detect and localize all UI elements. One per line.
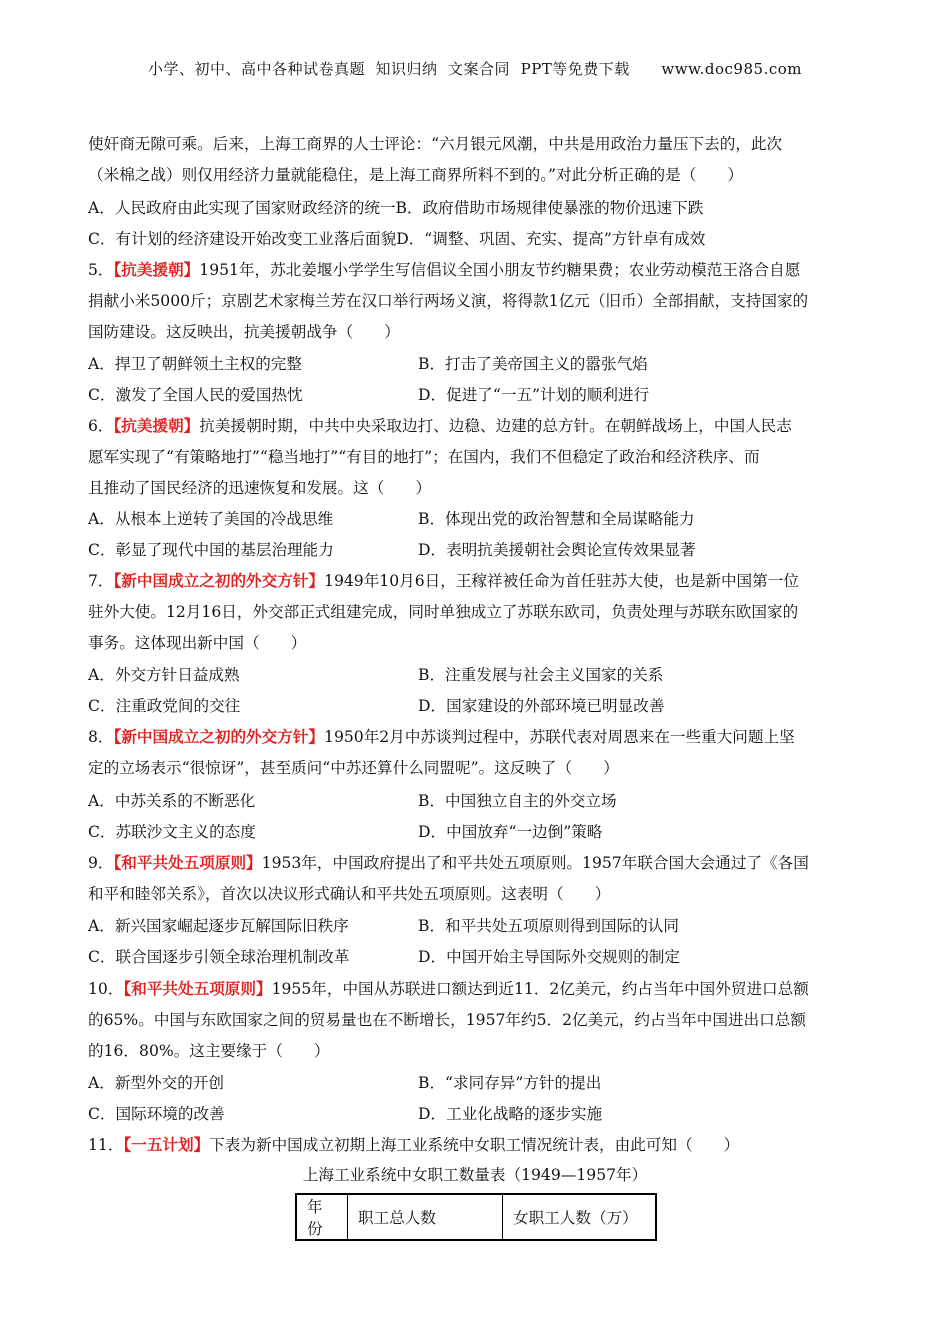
q11-topic-tag: 【一五计划】	[123, 1135, 210, 1154]
q5-option-b[interactable]: B．打击了美帝国主义的嚣张气焰	[418, 355, 648, 373]
q5-text-1: 1951年，苏北姜堰小学学生写信倡议全国小朋友节约糖果费；农业劳动模范王洛合自愿	[199, 261, 801, 279]
q8-option-a[interactable]: A．中苏关系的不断恶化	[88, 792, 256, 810]
q10-option-c[interactable]: C．国际环境的改善	[88, 1105, 225, 1123]
q7-number: 7．	[88, 572, 114, 590]
table-header-cell: 职工总人数	[348, 1194, 503, 1240]
q8-topic-tag: 【新中国成立之初的外交方针】	[113, 727, 325, 746]
q8-line-2: 定的立场表示“很惊讶”，甚至质问“中苏还算什么同盟呢”。这反映了（ ）	[88, 759, 619, 777]
q10-topic-tag: 【和平共处五项原则】	[123, 979, 272, 998]
q7-line-1	[88, 569, 799, 591]
q4-options-cd: C．有计划的经济建设开始改变工业落后面貌D．“调整、巩固、充实、提高”方针卓有成效	[88, 230, 706, 248]
q10-line-2: 的65%。中国与东欧国家之间的贸易量也在不断增长，1957年约5．2亿美元，约占当年中国进出口总额	[88, 1011, 806, 1029]
statistics-table	[295, 1193, 657, 1241]
q9-text-1: 1953年，中国政府提出了和平共处五项原则。1957年联合国大会通过了《各国	[261, 854, 809, 872]
table-header-row	[296, 1194, 656, 1240]
q10-option-a[interactable]: A．新型外交的开创	[88, 1074, 225, 1092]
q9-line-1	[88, 851, 809, 873]
q5-topic-tag: 【抗美援朝】	[113, 260, 200, 279]
q9-option-c[interactable]: C．联合国逐步引领全球治理机制改革	[88, 948, 350, 966]
q5-option-d[interactable]: D．促进了“一五”计划的顺利进行	[418, 386, 650, 404]
q5-option-c[interactable]: C．激发了全国人民的爱国热忱	[88, 386, 303, 404]
q9-option-d[interactable]: D．中国开始主导国际外交规则的制定	[418, 948, 681, 966]
table-header-cell: 年份	[296, 1194, 348, 1240]
q6-number: 6．	[88, 417, 114, 435]
q6-option-c[interactable]: C．彰显了现代中国的基层治理能力	[88, 541, 334, 559]
q9-option-a[interactable]: A．新兴国家崛起逐步瓦解国际旧秩序	[88, 917, 349, 935]
q7-topic-tag: 【新中国成立之初的外交方针】	[113, 571, 325, 590]
q8-option-b[interactable]: B．中国独立自主的外交立场	[418, 792, 617, 810]
q6-line-2: 愿军实现了“有策略地打”“稳当地打”“有目的地打”；在国内，我们不但稳定了政治和经济秩序、而	[88, 448, 760, 466]
q4-options-ab: A．人民政府由此实现了国家财政经济的统一B．政府借助市场规律使暴涨的物价迅速下跌	[88, 199, 704, 217]
q8-text-1: 1950年2月中苏谈判过程中，苏联代表对周恩来在一些重大问题上坚	[324, 728, 795, 746]
q5-line-3: 国防建设。这反映出，抗美援朝战争（ ）	[88, 323, 400, 341]
q8-line-1	[88, 725, 795, 747]
q11-number: 11．	[88, 1136, 124, 1154]
q7-option-a[interactable]: A．外交方针日益成熟	[88, 666, 240, 684]
q7-line-2: 驻外大使。12月16日，外交部正式组建完成，同时单独成立了苏联东欧司，负责处理与苏联东欧国家的	[88, 603, 799, 621]
page-header: 小学、初中、高中各种试卷真题 知识归纳 文案合同 PPT等免费下载 www.doc985.com	[147, 60, 802, 78]
q7-option-c[interactable]: C．注重政党间的交往	[88, 697, 241, 715]
q7-line-3: 事务。这体现出新中国（ ）	[88, 634, 307, 652]
q9-line-2: 和平和睦邻关系》，首次以决议形式确认和平共处五项原则。这表明（ ）	[88, 885, 611, 903]
q8-option-c[interactable]: C．苏联沙文主义的态度	[88, 823, 256, 841]
table-caption: 上海工业系统中女职工数量表（1949—1957年）	[302, 1166, 648, 1184]
q10-option-b[interactable]: B．“求同存异”方针的提出	[418, 1074, 602, 1092]
q5-option-a[interactable]: A．捍卫了朝鲜领土主权的完整	[88, 355, 302, 373]
q5-number: 5．	[88, 261, 114, 279]
table-header-cell: 女职工人数（万）	[503, 1194, 657, 1240]
q10-number: 10．	[88, 980, 124, 998]
q6-option-b[interactable]: B．体现出党的政治智慧和全局谋略能力	[418, 510, 695, 528]
q6-text-1: 抗美援朝时期，中共中央采取边打、边稳、边建的总方针。在朝鲜战场上，中国人民志	[199, 417, 792, 435]
q6-option-d[interactable]: D．表明抗美援朝社会舆论宣传效果显著	[418, 541, 696, 559]
q7-text-1: 1949年10月6日，王稼祥被任命为首任驻苏大使，也是新中国第一位	[324, 572, 799, 590]
q7-option-b[interactable]: B．注重发展与社会主义国家的关系	[418, 666, 664, 684]
q5-line-2: 捐献小米5000斤；京剧艺术家梅兰芳在汉口举行两场义演，将得款1亿元（旧币）全部捐献，支持国家的	[88, 292, 809, 310]
q6-option-a[interactable]: A．从根本上逆转了美国的冷战思维	[88, 510, 334, 528]
q8-number: 8．	[88, 728, 114, 746]
q4-line-2: （米棉之战）则仅用经济力量就能稳住，是上海工商界所料不到的。”对此分析正确的是（ ）	[88, 166, 744, 184]
q5-line-1	[88, 258, 800, 280]
q6-line-1	[88, 414, 792, 436]
q10-line-3: 的16．80%。这主要缘于（ ）	[88, 1042, 330, 1060]
q10-line-1	[88, 977, 809, 999]
q9-topic-tag: 【和平共处五项原则】	[113, 853, 262, 872]
q6-line-3: 且推动了国民经济的迅速恢复和发展。这（ ）	[88, 479, 432, 497]
q9-option-b[interactable]: B．和平共处五项原则得到国际的认同	[418, 917, 679, 935]
q9-number: 9．	[88, 854, 114, 872]
q4-line-1: 使奸商无隙可乘。后来，上海工商界的人士评论：“六月银元风潮，中共是用政治力量压下去的，此次	[88, 135, 783, 153]
q6-topic-tag: 【抗美援朝】	[113, 416, 200, 435]
q10-text-1: 1955年，中国从苏联进口额达到近11．2亿美元，约占当年中国外贸进口总额	[271, 980, 809, 998]
q11-text-1: 下表为新中国成立初期上海工业系统中女职工情况统计表，由此可知（ ）	[209, 1136, 740, 1154]
q10-option-d[interactable]: D．工业化战略的逐步实施	[418, 1105, 603, 1123]
q11-line-1	[88, 1133, 739, 1155]
q8-option-d[interactable]: D．中国放弃“一边倒”策略	[418, 823, 603, 841]
q7-option-d[interactable]: D．国家建设的外部环境已明显改善	[418, 697, 665, 715]
